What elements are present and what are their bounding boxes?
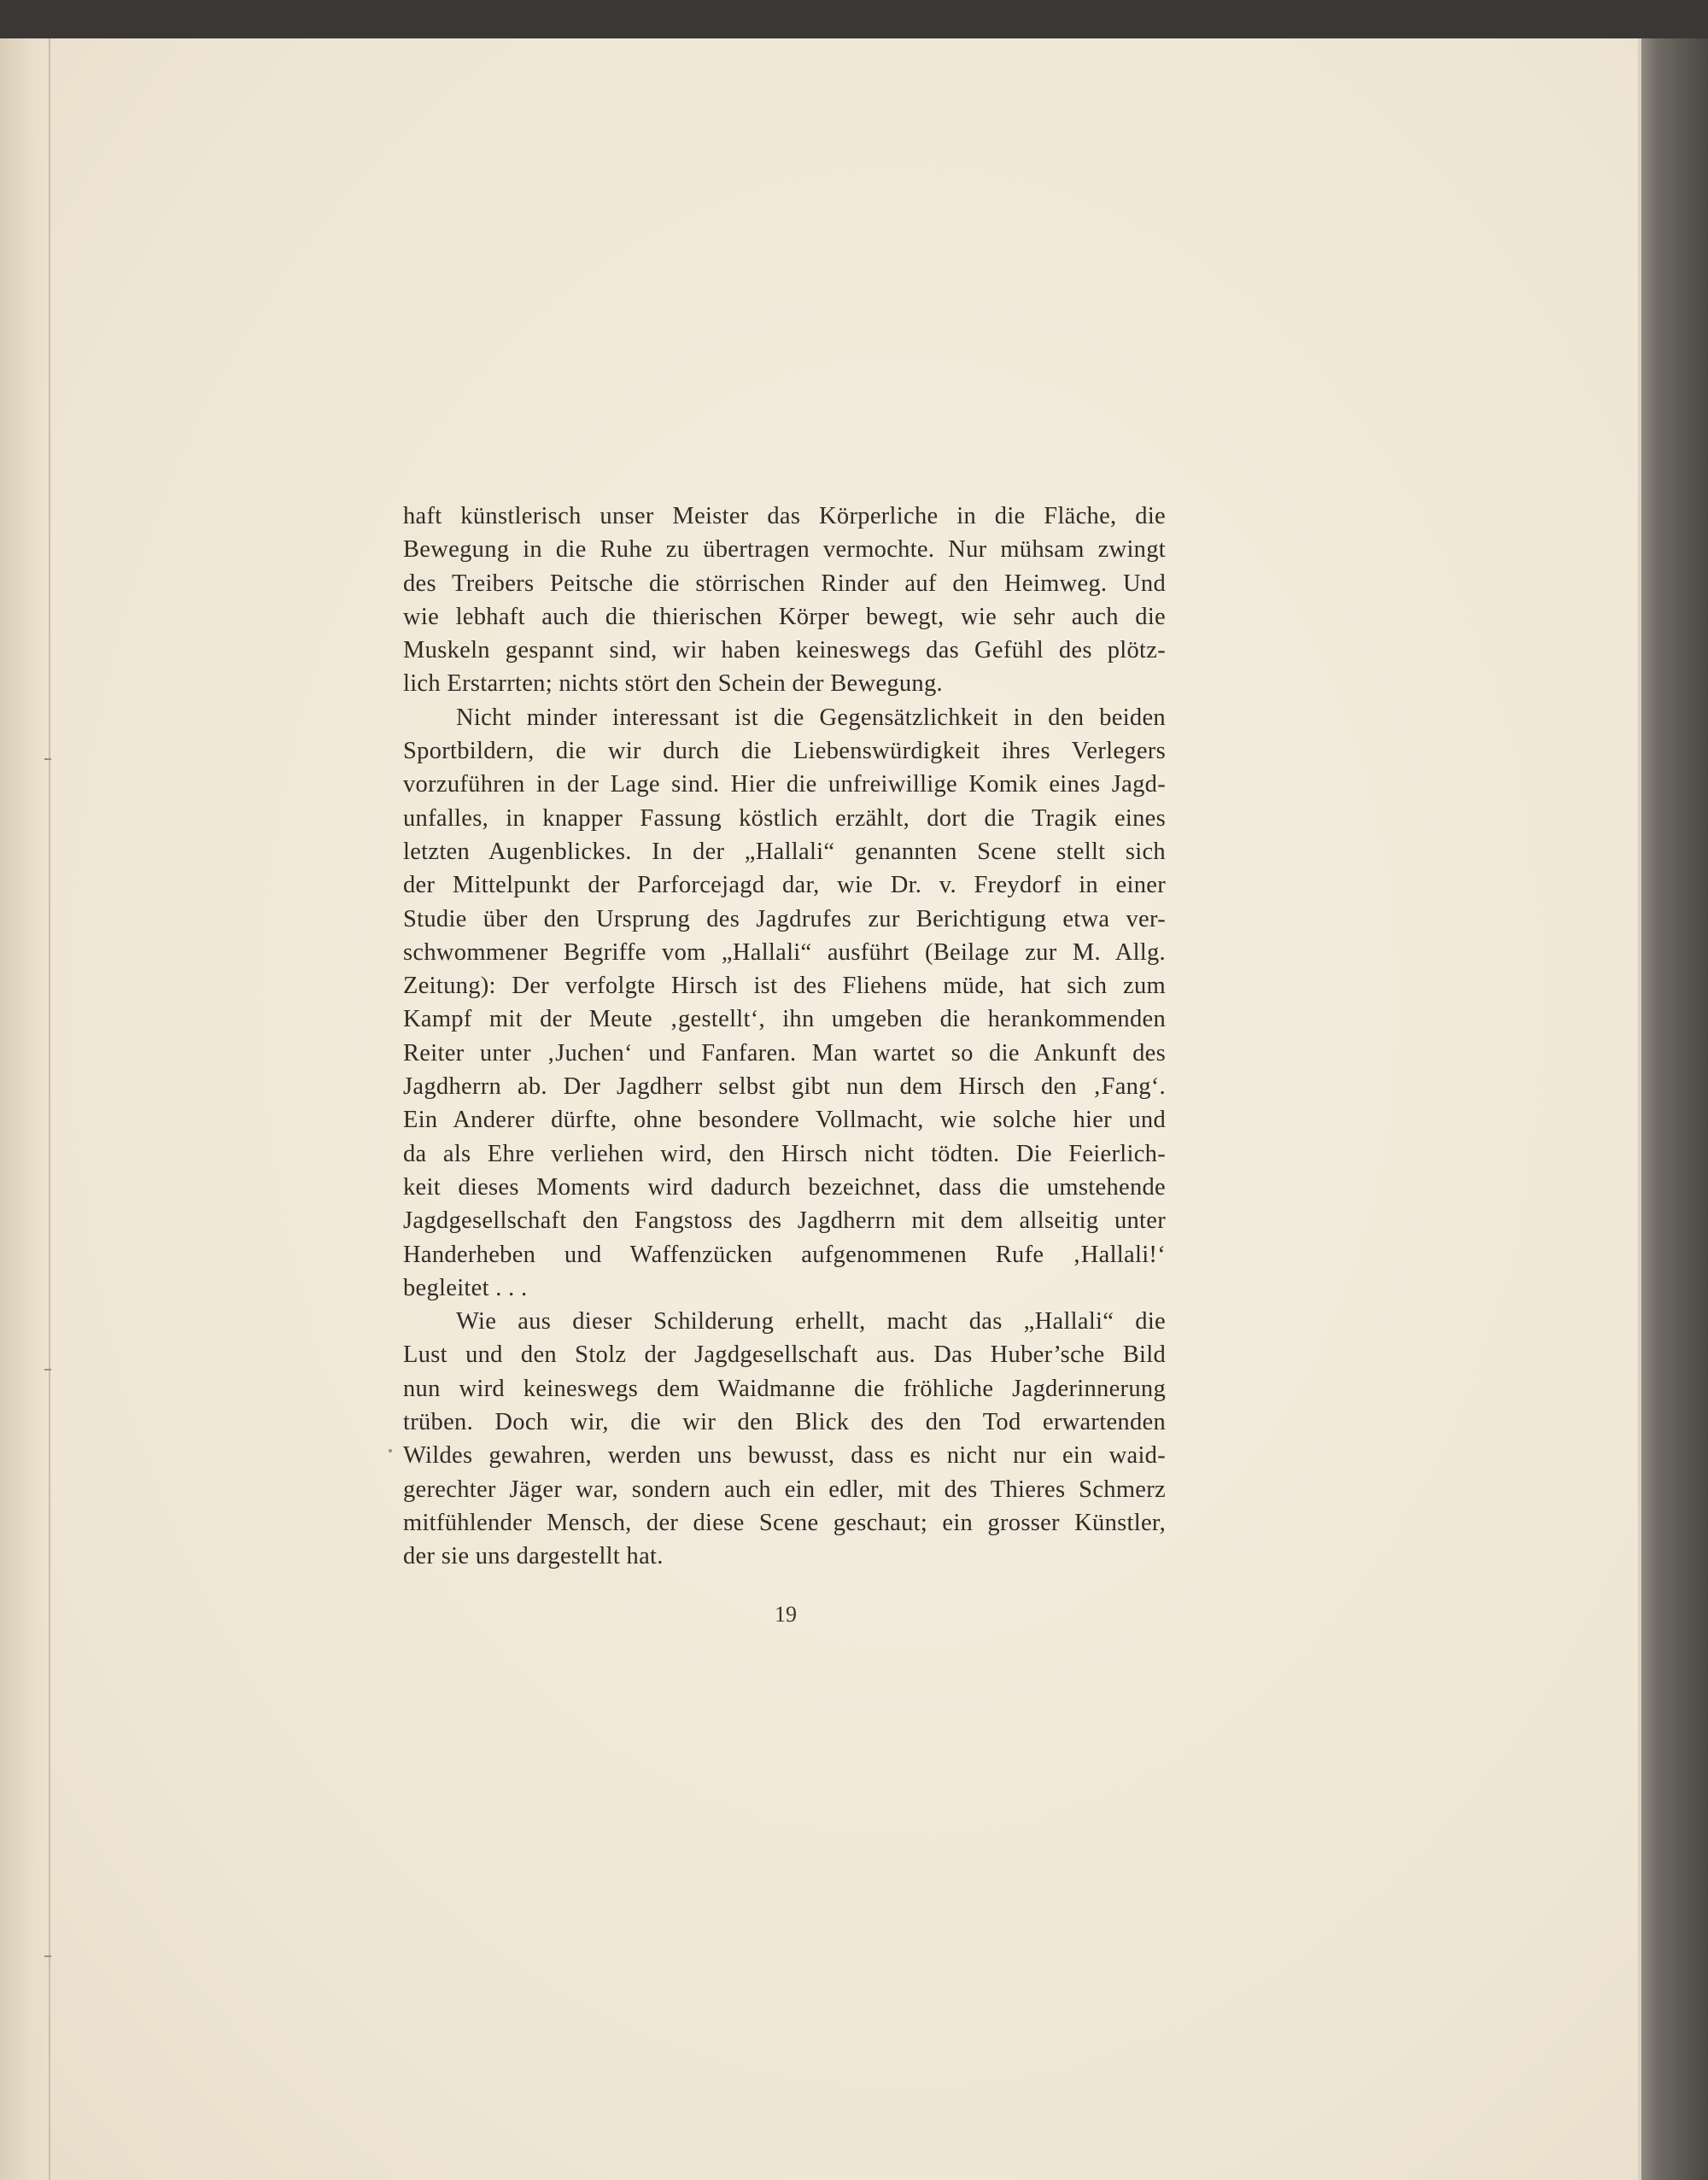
text-line: Jagdherrn ab. Der Jagdherr selbst gibt nun dem Hirsch den ‚Fang‘. bbox=[403, 1073, 1166, 1101]
text-line: Muskeln gespannt sind, wir haben keineswegs das Gefühl des plötz- bbox=[403, 637, 1166, 664]
text-line: da als Ehre verliehen wird, den Hirsch nicht tödten. Die Feierlich- bbox=[403, 1140, 1166, 1167]
text-line: Wildes gewahren, werden uns bewusst, dass es nicht nur ein waid- bbox=[403, 1442, 1166, 1470]
text-line: Wie aus dieser Schilderung erhellt, macht das „Hallali“ die bbox=[456, 1308, 1166, 1335]
text-line: gerechter Jäger war, sondern auch ein edler, mit des Thieres Schmerz bbox=[403, 1476, 1166, 1503]
text-line: trüben. Doch wir, die wir den Blick des den Tod erwartenden bbox=[403, 1409, 1166, 1436]
gutter-mark bbox=[44, 1955, 51, 1957]
text-line: keit dieses Moments wird dadurch bezeichnet, dass die umstehende bbox=[403, 1173, 1166, 1201]
margin-speck bbox=[389, 1449, 392, 1452]
gutter-fold-line bbox=[49, 38, 50, 2180]
text-line: Reiter unter ‚Juchen‘ und Fanfaren. Man wartet so die Ankunft des bbox=[403, 1039, 1166, 1067]
text-line: wie lebhaft auch die thierischen Körper bewegt, wie sehr auch die bbox=[403, 603, 1166, 630]
text-line: begleitet . . . bbox=[403, 1274, 528, 1301]
text-line: des Treibers Peitsche die störrischen Rinder auf den Heimweg. Und bbox=[403, 570, 1166, 597]
text-line: unfalles, in knapper Fassung köstlich erzählt, dort die Tragik eines bbox=[403, 804, 1166, 832]
body-text bbox=[403, 500, 1166, 1574]
text-line: der sie uns dargestellt hat. bbox=[403, 1543, 664, 1570]
text-line: Kampf mit der Meute ‚gestellt‘, ihn umgeben die herankommenden bbox=[403, 1006, 1166, 1033]
text-line: Lust und den Stolz der Jagdgesellschaft aus. Das Huber’sche Bild bbox=[403, 1341, 1166, 1369]
text-line: vorzuführen in der Lage sind. Hier die unfreiwillige Komik eines Jagd- bbox=[403, 771, 1166, 798]
page-number: 19 bbox=[775, 1602, 797, 1627]
gutter-mark bbox=[44, 758, 51, 760]
text-line: Sportbildern, die wir durch die Liebenswürdigkeit ihres Verlegers bbox=[403, 738, 1166, 765]
gutter-mark bbox=[44, 1369, 51, 1371]
text-line: schwommener Begriffe vom „Hallali“ ausführt (Beilage zur M. Allg. bbox=[403, 938, 1166, 966]
text-line: lich Erstarrten; nichts stört den Schein der Bewegung. bbox=[403, 670, 943, 698]
text-line: mitfühlender Mensch, der diese Scene geschaut; ein grosser Künstler, bbox=[403, 1509, 1166, 1536]
page-gutter bbox=[0, 38, 53, 2180]
text-line: Studie über den Ursprung des Jagdrufes zur Berichtigung etwa ver- bbox=[403, 905, 1166, 932]
text-line: der Mittelpunkt der Parforcejagd dar, wie Dr. v. Freydorf in einer bbox=[403, 872, 1166, 899]
text-line: Bewegung in die Ruhe zu übertragen vermochte. Nur mühsam zwingt bbox=[403, 536, 1166, 564]
text-line: Nicht minder interessant ist die Gegensätzlichkeit in den beiden bbox=[456, 704, 1166, 731]
text-line: letzten Augenblickes. In der „Hallali“ genannten Scene stellt sich bbox=[403, 838, 1166, 865]
text-line: Handerheben und Waffenzücken aufgenommenen Rufe ‚Hallali!‘ bbox=[403, 1241, 1166, 1268]
text-line: haft künstlerisch unser Meister das Körperliche in die Fläche, die bbox=[403, 503, 1166, 529]
text-line: Ein Anderer dürfte, ohne besondere Vollmacht, wie solche hier und bbox=[403, 1107, 1166, 1134]
text-line: nun wird keineswegs dem Waidmanne die fröhliche Jagderinnerung bbox=[403, 1375, 1166, 1402]
text-line: Jagdgesellschaft den Fangstoss des Jagdherrn mit dem allseitig unter bbox=[403, 1207, 1166, 1235]
stacked-page-edges bbox=[1641, 38, 1708, 2180]
text-line: Zeitung): Der verfolgte Hirsch ist des Fliehens müde, hat sich zum bbox=[403, 973, 1166, 1000]
